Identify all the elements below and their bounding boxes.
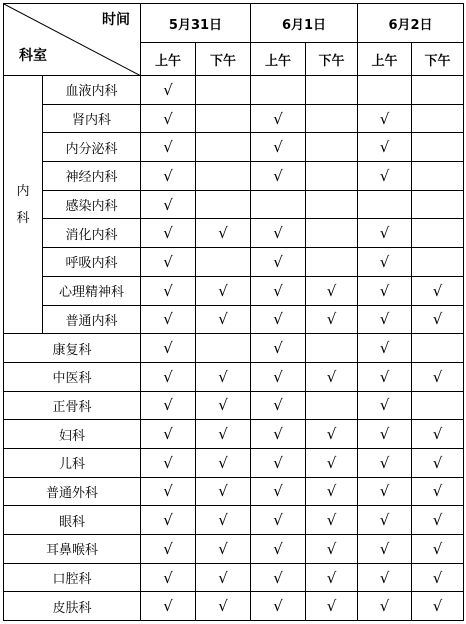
slot-cell [196, 334, 251, 363]
check-mark: √ [273, 597, 283, 616]
dept-name: 内分泌科 [43, 133, 141, 162]
check-mark: √ [379, 281, 390, 300]
table-row [4, 76, 464, 105]
check-mark: √ [163, 166, 173, 185]
date-header-2: 6月1日 [251, 4, 358, 43]
check-mark: √ [326, 310, 337, 329]
slot-cell [196, 563, 251, 592]
check-mark: √ [218, 224, 228, 243]
check-mark: √ [326, 539, 337, 558]
slot-cell [306, 133, 358, 162]
table-row [4, 104, 464, 133]
slot-cell [306, 391, 358, 420]
slot-cell [412, 477, 464, 506]
check-mark: √ [432, 425, 443, 444]
check-mark: √ [273, 396, 283, 415]
table-row [4, 362, 464, 391]
slot-cell [306, 334, 358, 363]
slot-cell [412, 248, 464, 277]
slot-cell [196, 76, 251, 105]
slot-cell [412, 76, 464, 105]
check-mark: √ [218, 453, 228, 472]
slot-cell [196, 506, 251, 535]
dept-name: 儿科 [4, 448, 141, 477]
slot-cell [141, 334, 196, 363]
slot-cell [251, 506, 306, 535]
slot-cell [251, 104, 306, 133]
slot-cell [141, 276, 196, 305]
slot-cell [306, 448, 358, 477]
slot-cell [141, 248, 196, 277]
check-mark: √ [326, 511, 337, 530]
check-mark: √ [163, 310, 173, 329]
check-mark: √ [218, 482, 228, 501]
slot-cell [196, 420, 251, 449]
dept-name: 耳鼻喉科 [4, 535, 141, 564]
check-mark: √ [432, 597, 443, 616]
check-mark: √ [326, 453, 337, 472]
check-mark: √ [163, 453, 173, 472]
slot-cell [358, 420, 412, 449]
half-header-pm: 下午 [306, 43, 358, 76]
slot-cell [141, 448, 196, 477]
check-mark: √ [218, 396, 228, 415]
check-mark: √ [273, 539, 283, 558]
slot-cell [412, 276, 464, 305]
check-mark: √ [218, 568, 228, 587]
slot-cell [358, 334, 412, 363]
slot-cell [196, 391, 251, 420]
slot-cell [251, 592, 306, 621]
slot-cell [251, 276, 306, 305]
check-mark: √ [379, 224, 390, 243]
check-mark: √ [218, 281, 228, 300]
slot-cell [196, 362, 251, 391]
slot-cell [196, 190, 251, 219]
check-mark: √ [218, 310, 228, 329]
slot-cell [196, 592, 251, 621]
group-label-char: 科 [16, 210, 30, 226]
time-label: 时间 [102, 12, 130, 28]
slot-cell [306, 104, 358, 133]
slot-cell [358, 305, 412, 334]
check-mark: √ [163, 425, 173, 444]
slot-cell [141, 162, 196, 191]
dept-name: 康复科 [4, 334, 141, 363]
check-mark: √ [273, 224, 283, 243]
dept-name: 心理精神科 [43, 276, 141, 305]
slot-cell [358, 133, 412, 162]
dept-name: 消化内科 [43, 219, 141, 248]
check-mark: √ [163, 539, 173, 558]
slot-cell [306, 535, 358, 564]
check-mark: √ [163, 396, 173, 415]
check-mark: √ [326, 425, 337, 444]
slot-cell [141, 190, 196, 219]
slot-cell [251, 391, 306, 420]
slot-cell [196, 305, 251, 334]
check-mark: √ [273, 310, 283, 329]
slot-cell [251, 420, 306, 449]
slot-cell [251, 133, 306, 162]
slot-cell [306, 248, 358, 277]
check-mark: √ [273, 511, 283, 530]
slot-cell [251, 477, 306, 506]
slot-cell [358, 76, 412, 105]
table-row [4, 420, 464, 449]
slot-cell [141, 535, 196, 564]
slot-cell [358, 162, 412, 191]
check-mark: √ [379, 482, 390, 501]
slot-cell [196, 104, 251, 133]
check-mark: √ [273, 109, 283, 128]
check-mark: √ [273, 482, 283, 501]
slot-cell [196, 535, 251, 564]
slot-cell [412, 334, 464, 363]
slot-cell [196, 248, 251, 277]
slot-cell [196, 133, 251, 162]
dept-name: 眼科 [4, 506, 141, 535]
slot-cell [412, 362, 464, 391]
check-mark: √ [379, 138, 390, 157]
slot-cell [412, 506, 464, 535]
check-mark: √ [163, 109, 173, 128]
slot-cell [196, 448, 251, 477]
slot-cell [141, 133, 196, 162]
check-mark: √ [218, 425, 228, 444]
slot-cell [306, 276, 358, 305]
check-mark: √ [432, 482, 443, 501]
check-mark: √ [163, 281, 173, 300]
check-mark: √ [273, 339, 283, 358]
slot-cell [141, 362, 196, 391]
check-mark: √ [379, 310, 390, 329]
check-mark: √ [432, 568, 443, 587]
check-mark: √ [432, 511, 443, 530]
slot-cell [196, 219, 251, 248]
check-mark: √ [218, 597, 228, 616]
slot-cell [141, 563, 196, 592]
check-mark: √ [163, 597, 173, 616]
dept-name: 感染内科 [43, 190, 141, 219]
slot-cell [251, 248, 306, 277]
slot-cell [358, 190, 412, 219]
check-mark: √ [163, 339, 173, 358]
slot-cell [412, 448, 464, 477]
check-mark: √ [273, 453, 283, 472]
check-mark: √ [379, 539, 390, 558]
slot-cell [358, 391, 412, 420]
slot-cell [358, 477, 412, 506]
slot-cell [141, 104, 196, 133]
dept-name: 呼吸内科 [43, 248, 141, 277]
slot-cell [412, 535, 464, 564]
slot-cell [306, 592, 358, 621]
slot-cell [306, 76, 358, 105]
dept-name: 妇科 [4, 420, 141, 449]
check-mark: √ [163, 138, 173, 157]
check-mark: √ [163, 482, 173, 501]
check-mark: √ [163, 224, 173, 243]
slot-cell [358, 563, 412, 592]
slot-cell [412, 219, 464, 248]
check-mark: √ [163, 80, 173, 99]
slot-cell [306, 420, 358, 449]
check-mark: √ [326, 597, 337, 616]
slot-cell [196, 276, 251, 305]
check-mark: √ [163, 511, 173, 530]
slot-cell [251, 76, 306, 105]
table-row [4, 248, 464, 277]
slot-cell [251, 219, 306, 248]
half-header-pm: 下午 [412, 43, 464, 76]
slot-cell [358, 104, 412, 133]
check-mark: √ [273, 568, 283, 587]
slot-cell [141, 592, 196, 621]
slot-cell [251, 334, 306, 363]
check-mark: √ [273, 252, 283, 271]
table-row [4, 334, 464, 363]
slot-cell [358, 219, 412, 248]
dept-label: 科室 [19, 48, 47, 64]
dept-name: 血液内科 [43, 76, 141, 105]
dept-name: 神经内科 [43, 162, 141, 191]
slot-cell [412, 563, 464, 592]
check-mark: √ [273, 281, 283, 300]
slot-cell [251, 563, 306, 592]
slot-cell [358, 535, 412, 564]
check-mark: √ [163, 568, 173, 587]
table-row [4, 305, 464, 334]
slot-cell [306, 506, 358, 535]
half-header-pm: 下午 [196, 43, 251, 76]
check-mark: √ [273, 367, 283, 386]
check-mark: √ [326, 482, 337, 501]
slot-cell [141, 305, 196, 334]
check-mark: √ [379, 339, 390, 358]
slot-cell [141, 76, 196, 105]
date-header-3: 6月2日 [358, 4, 464, 43]
table-row [4, 190, 464, 219]
slot-cell [412, 305, 464, 334]
check-mark: √ [163, 252, 173, 271]
slot-cell [306, 305, 358, 334]
check-mark: √ [432, 539, 443, 558]
group-label-internal [4, 76, 43, 334]
check-mark: √ [432, 310, 443, 329]
check-mark: √ [432, 281, 443, 300]
dept-name: 口腔科 [4, 563, 141, 592]
check-mark: √ [379, 396, 390, 415]
corner-header-cell [4, 4, 141, 76]
slot-cell [251, 535, 306, 564]
check-mark: √ [326, 281, 337, 300]
check-mark: √ [218, 539, 228, 558]
slot-cell [358, 248, 412, 277]
slot-cell [412, 592, 464, 621]
half-header-am: 上午 [251, 43, 306, 76]
header-row-dates [4, 4, 464, 43]
table-row [4, 276, 464, 305]
check-mark: √ [163, 367, 173, 386]
slot-cell [306, 477, 358, 506]
slot-cell [412, 133, 464, 162]
half-header-am: 上午 [358, 43, 412, 76]
date-header-1: 5月31日 [141, 4, 251, 43]
check-mark: √ [273, 166, 283, 185]
slot-cell [251, 305, 306, 334]
slot-cell [196, 162, 251, 191]
slot-cell [306, 362, 358, 391]
slot-cell [141, 420, 196, 449]
check-mark: √ [379, 367, 390, 386]
slot-cell [141, 219, 196, 248]
check-mark: √ [379, 252, 390, 271]
check-mark: √ [218, 511, 228, 530]
dept-name: 皮肤科 [4, 592, 141, 621]
table-row [4, 477, 464, 506]
slot-cell [306, 162, 358, 191]
group-label-char: 内 [16, 183, 30, 199]
check-mark: √ [379, 453, 390, 472]
table-row [4, 535, 464, 564]
dept-name: 中医科 [4, 362, 141, 391]
slot-cell [412, 391, 464, 420]
slot-cell [358, 506, 412, 535]
check-mark: √ [379, 425, 390, 444]
slot-cell [141, 391, 196, 420]
slot-cell [306, 219, 358, 248]
check-mark: √ [326, 367, 337, 386]
check-mark: √ [379, 109, 390, 128]
half-header-am: 上午 [141, 43, 196, 76]
slot-cell [251, 448, 306, 477]
table-row [4, 506, 464, 535]
slot-cell [306, 190, 358, 219]
dept-name: 肾内科 [43, 104, 141, 133]
slot-cell [412, 162, 464, 191]
table-row [4, 448, 464, 477]
slot-cell [251, 162, 306, 191]
slot-cell [358, 276, 412, 305]
table-row [4, 133, 464, 162]
slot-cell [251, 362, 306, 391]
slot-cell [358, 362, 412, 391]
check-mark: √ [379, 597, 390, 616]
dept-name: 普通内科 [43, 305, 141, 334]
dept-name: 普通外科 [4, 477, 141, 506]
check-mark: √ [273, 138, 283, 157]
slot-cell [141, 506, 196, 535]
table-row [4, 391, 464, 420]
check-mark: √ [432, 367, 443, 386]
table-row [4, 592, 464, 621]
slot-cell [358, 448, 412, 477]
slot-cell [412, 104, 464, 133]
table-row [4, 563, 464, 592]
check-mark: √ [163, 195, 173, 214]
check-mark: √ [379, 511, 390, 530]
slot-cell [412, 420, 464, 449]
schedule-table [3, 3, 464, 621]
slot-cell [306, 563, 358, 592]
slot-cell [358, 592, 412, 621]
check-mark: √ [218, 367, 228, 386]
check-mark: √ [379, 568, 390, 587]
slot-cell [141, 477, 196, 506]
table-row [4, 162, 464, 191]
table-row [4, 219, 464, 248]
dept-name: 正骨科 [4, 391, 141, 420]
slot-cell [251, 190, 306, 219]
slot-cell [196, 477, 251, 506]
check-mark: √ [432, 453, 443, 472]
check-mark: √ [379, 166, 390, 185]
check-mark: √ [273, 425, 283, 444]
check-mark: √ [326, 568, 337, 587]
slot-cell [412, 190, 464, 219]
